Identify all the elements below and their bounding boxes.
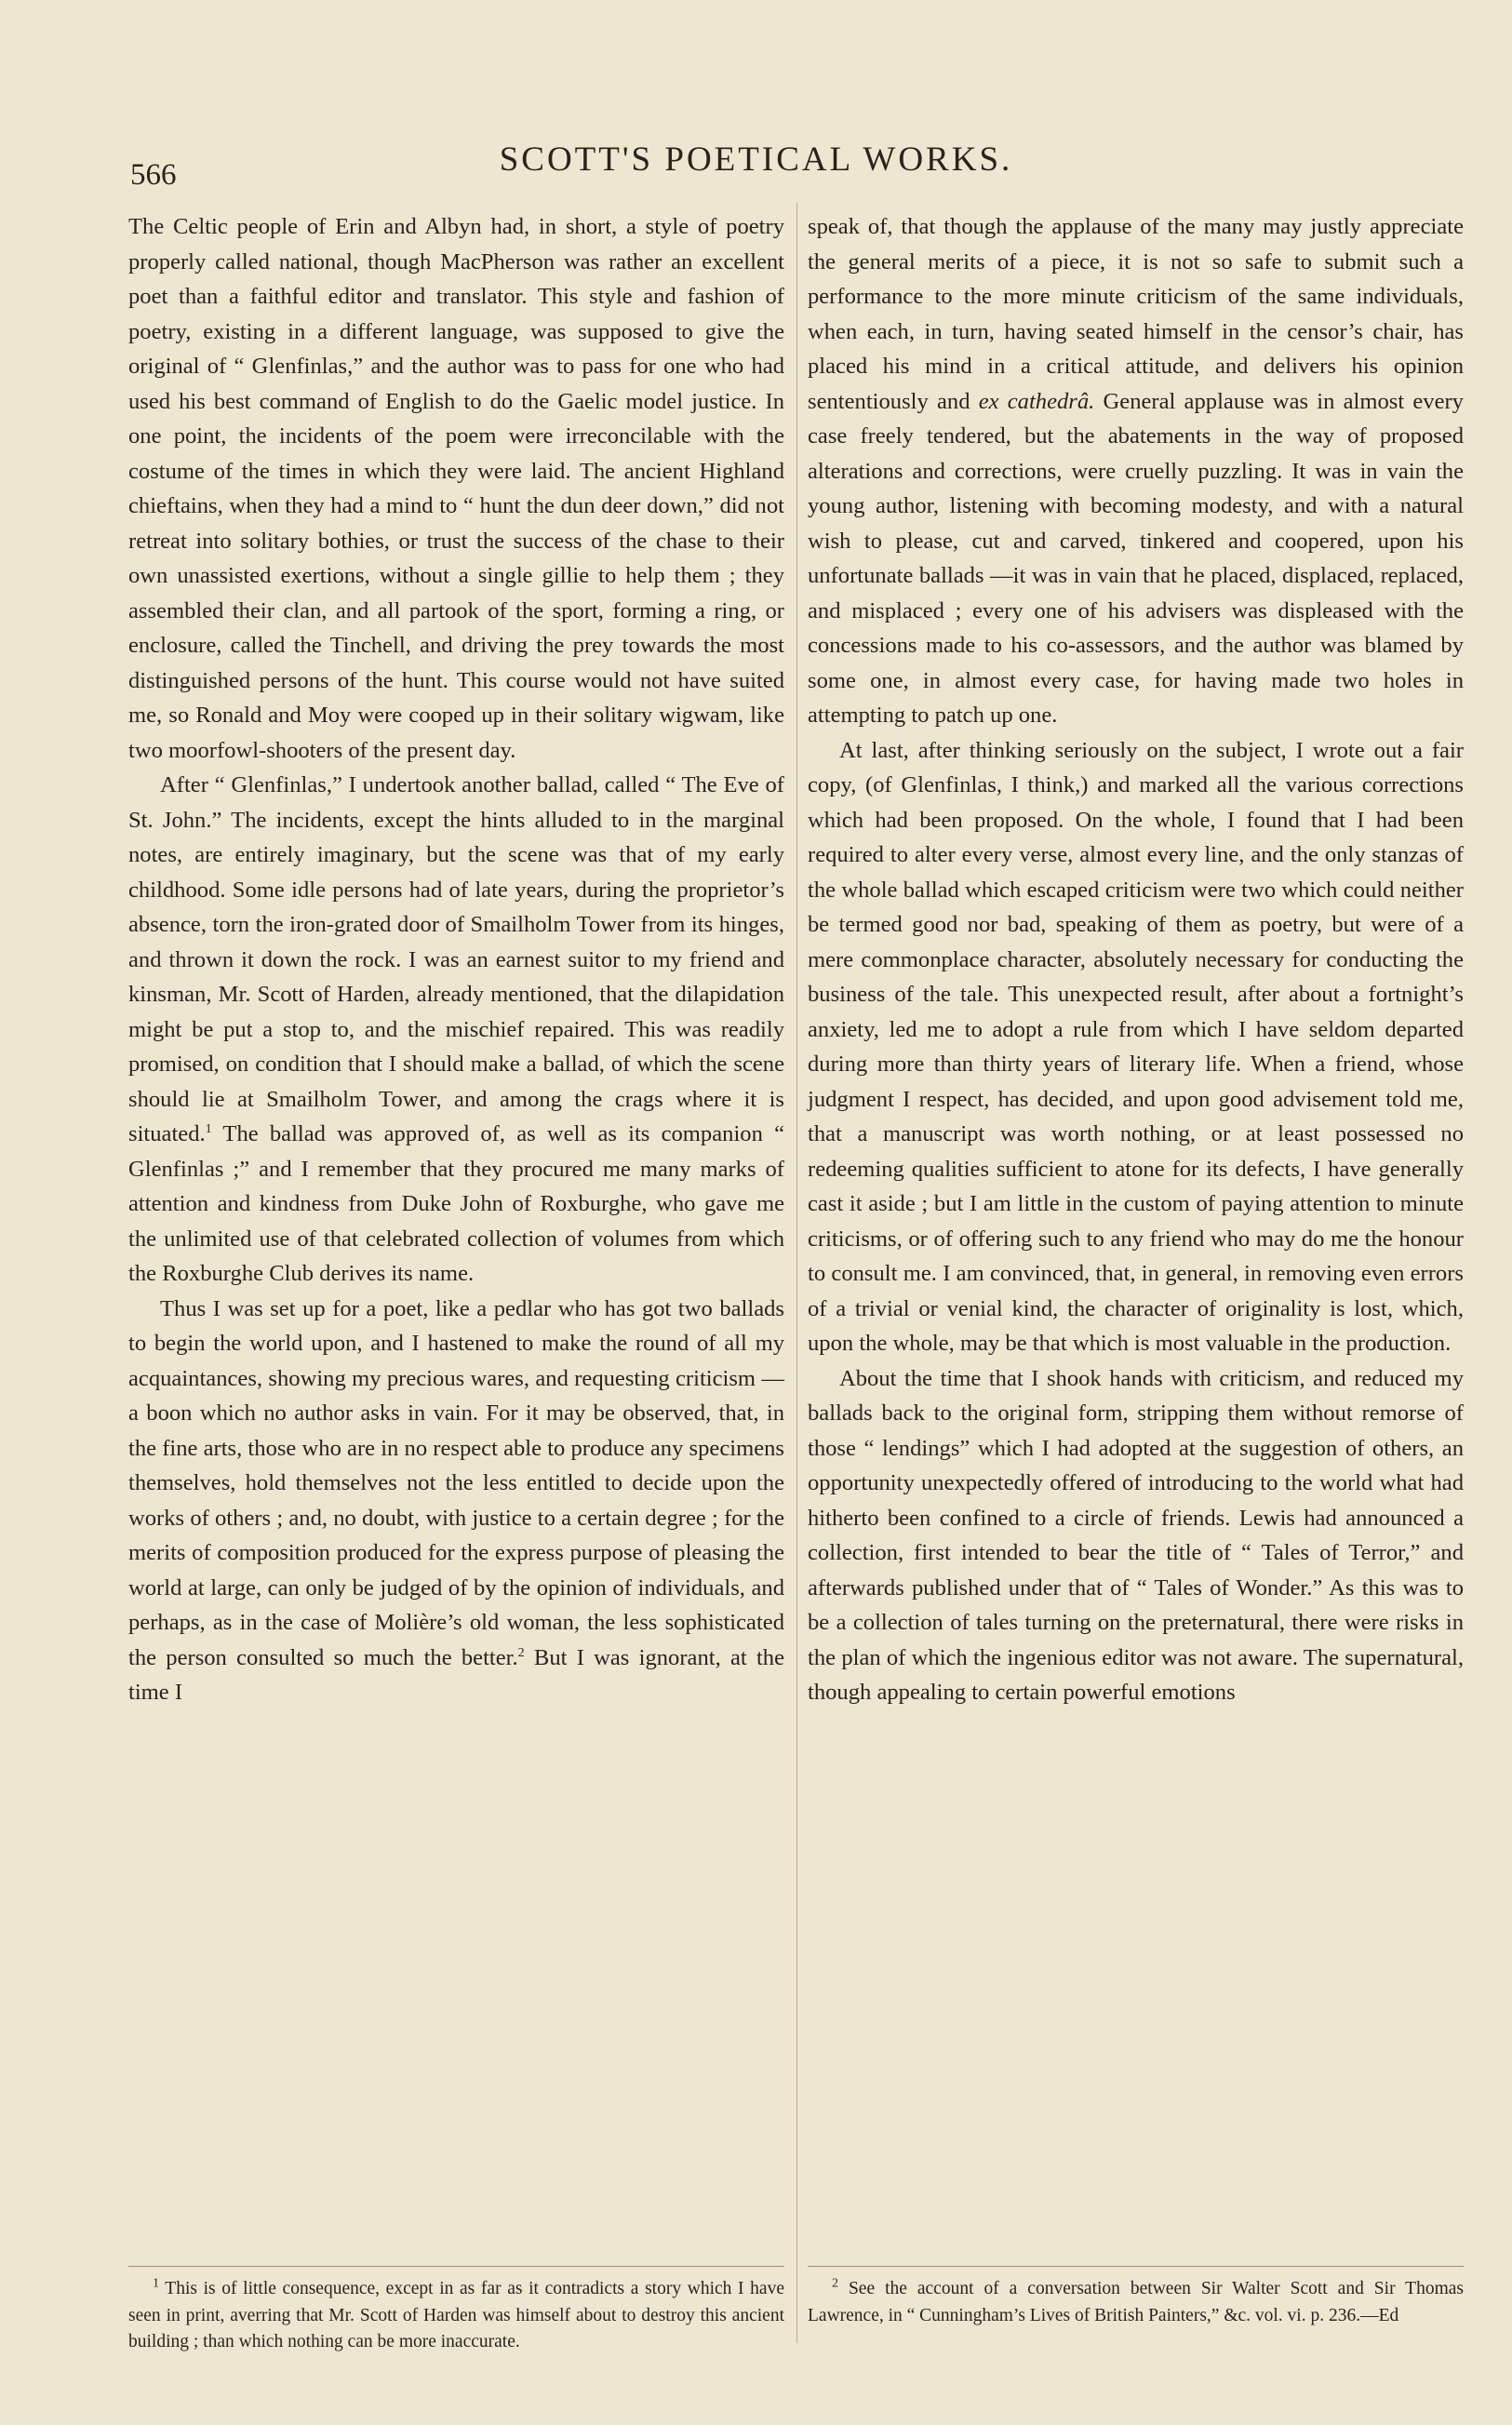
footnote-ref: 1: [205, 1121, 212, 1136]
paragraph: [128, 1292, 784, 1710]
footnote-rule-left: [128, 2266, 784, 2267]
page-header: [0, 130, 1512, 192]
right-column: [808, 209, 1464, 1710]
italic-phrase: ex cathedrâ.: [978, 388, 1095, 414]
paragraph-text: But I was ignorant, at the time I: [128, 1644, 785, 1705]
paragraph-text: General applause was in almost every case freely tendered, but the abatements in the way of proposed alterations and corrections, were cruelly puzzling. It was in vain the young author, listening with becoming modesty, and with a natural wish to please, cut and carved, tinkered and coopered, upon his unfortunate ballads —it was in vain that he placed, displaced, replaced, and misplaced ; every one of his advisers was displeased with the concessions made to his co-assessors, and the author was blamed by some one, in almost every case, for having made two holes in attempting to patch up one.: [808, 388, 1464, 728]
paragraph: At last, after thinking seriously on the subject, I wrote out a fair copy, (of Glenfinlas, I think,) and marked all the various corrections which had been proposed. On the whole, I found that I had been required to alter every verse, almost every line, and the only stanzas of the whole ballad which escaped criticism were two which could neither be termed good nor bad, speaking of them as poetry, but were of a mere commonplace character, absolutely necessary for conducting the business of the tale. This unexpected result, after about a fortnight’s anxiety, led me to adopt a rule from which I have seldom departed during more than thirty years of literary life. When a friend, whose judgment I respect, has decided, and upon good advisement told me, that a manuscript was worth nothing, or at least possessed no redeeming qualities sufficient to atone for its defects, I have generally cast it aside ; but I am little in the custom of paying attention to minute criticisms, or of offering such to any friend who may do me the honour to consult me. I am convinced, that, in general, in removing even errors of a trivial or venial kind, the character of originality is lost, which, upon the whole, may be that which is most valuable in the production.: [808, 737, 1464, 1356]
footnote-mark: 2: [832, 2276, 838, 2291]
paragraph-text: The ballad was approved of, as well as its companion “ Glenfinlas ;” and I remember that they procured me many marks of attention and kindness from Duke John of Roxburghe, who gave me the unlimited use of that celebrated collection of volumes from which the Roxburghe Club derives its name.: [128, 1121, 784, 1286]
paragraph: [128, 768, 784, 1292]
column-divider: [796, 203, 797, 2343]
page-number: 566: [130, 158, 177, 192]
paragraph-text: Thus I was set up for a poet, like a pedlar who has got two ballads to begin the world upon, and I hastened to make the round of all my acquaintances, showing my precious wares, and requesting criticism —a boon which no author asks in vain. For it may be observed, that, in the fine arts, those who are in no respect able to produce any specimens themselves, hold themselves not the less entitled to decide upon the works of others ; and, no doubt, with justice to a certain degree ; for the merits of composition produced for the express purpose of pleasing the world at large, can only be judged of by the opinion of individuals, and perhaps, as in the case of Molière’s old woman, the less sophisticated the person consulted so much the better.: [128, 1295, 784, 1670]
footnote-rule-right: [808, 2266, 1464, 2267]
paragraph-text: After “ Glenfinlas,” I undertook another ballad, called “ The Eve of St. John.” The incidents, except the hints alluded to in the marginal notes, are entirely imaginary, but the scene was that of my early childhood. Some idle persons had of late years, during the proprietor’s absence, torn the iron-grated door of Smailholm Tower from its hinges, and thrown it down the rock. I was an earnest suitor to my friend and kinsman, Mr. Scott of Harden, already mentioned, that the dilapidation might be put a stop to, and the mischief repaired. This was readily promised, on condition that I should make a ballad, of which the scene should lie at Smailholm Tower, and among the crags where it is situated.: [128, 772, 784, 1146]
paragraph-text: speak of, that though the applause of the many may justly appreciate the general merits of a piece, it is not so safe to submit such a performance to the more minute criticism of the same individuals, when each, in turn, having seated himself in the censor’s chair, has placed his mind in a critical attitude, and delivers his opinion sententiously and: [808, 214, 1464, 414]
footnote-ref: 2: [517, 1645, 525, 1660]
footnote-1: [128, 2276, 784, 2356]
paragraph: The Celtic people of Erin and Albyn had, in short, a style of poetry properly called national, though MacPherson was rather an excellent poet than a faithful editor and translator. This style and fashion of poetry, existing in a different language, was supposed to give the original of “ Glenfinlas,” and the author was to pass for one who had used his best command of English to do the Gaelic model justice. In one point, the incidents of the poem were irreconcilable with the costume of the times in which they were laid. The ancient Highland chieftains, when they had a mind to “ hunt the dun deer down,” did not retreat into solitary bothies, or trust the success of the chase to their own unassisted exertions, without a single gillie to help them ; they assembled their clan, and all partook of the sport, forming a ring, or enclosure, called the Tinchell, and driving the prey towards the most distinguished persons of the hunt. This course would not have suited me, so Ronald and Moy were cooped up in their solitary wigwam, like two moorfowl-shooters of the present day.: [128, 214, 784, 763]
left-column: [128, 209, 784, 1710]
footnote-text: [128, 2276, 784, 2356]
footnote-body: This is of little consequence, except in as far as it contradicts a story which I have seen in print, averring that Mr. Scott of Harden was himself about to destroy this ancient building ; than which nothing can be more inaccurate.: [128, 2279, 784, 2351]
paragraph: About the time that I shook hands with criticism, and reduced my ballads back to the original form, stripping them without remorse of those “ lendings” which I had adopted at the suggestion of others, an opportunity unexpectedly offered of introducing to the world what had hitherto been confined to a circle of friends. Lewis had announced a collection, first intended to bear the title of “ Tales of Terror,” and afterwards published under that of “ Tales of Wonder.” As this was to be a collection of tales turning on the preternatural, there were risks in the plan of which the ingenious editor was not aware. The supernatural, though appealing to certain powerful emotions: [808, 1365, 1464, 1705]
paragraph: [808, 209, 1464, 733]
footnote-text: [808, 2276, 1464, 2329]
footnote-body: See the account of a conversation between Sir Walter Scott and Sir Thomas Lawrence, in “ Cunningham’s Lives of British Painters,” &c. vol. vi. p. 236.—Ed: [808, 2279, 1464, 2325]
footnote-2: [808, 2276, 1464, 2329]
footnote-mark: 1: [153, 2276, 159, 2291]
running-title: SCOTT'S POETICAL WORKS.: [499, 141, 1013, 179]
